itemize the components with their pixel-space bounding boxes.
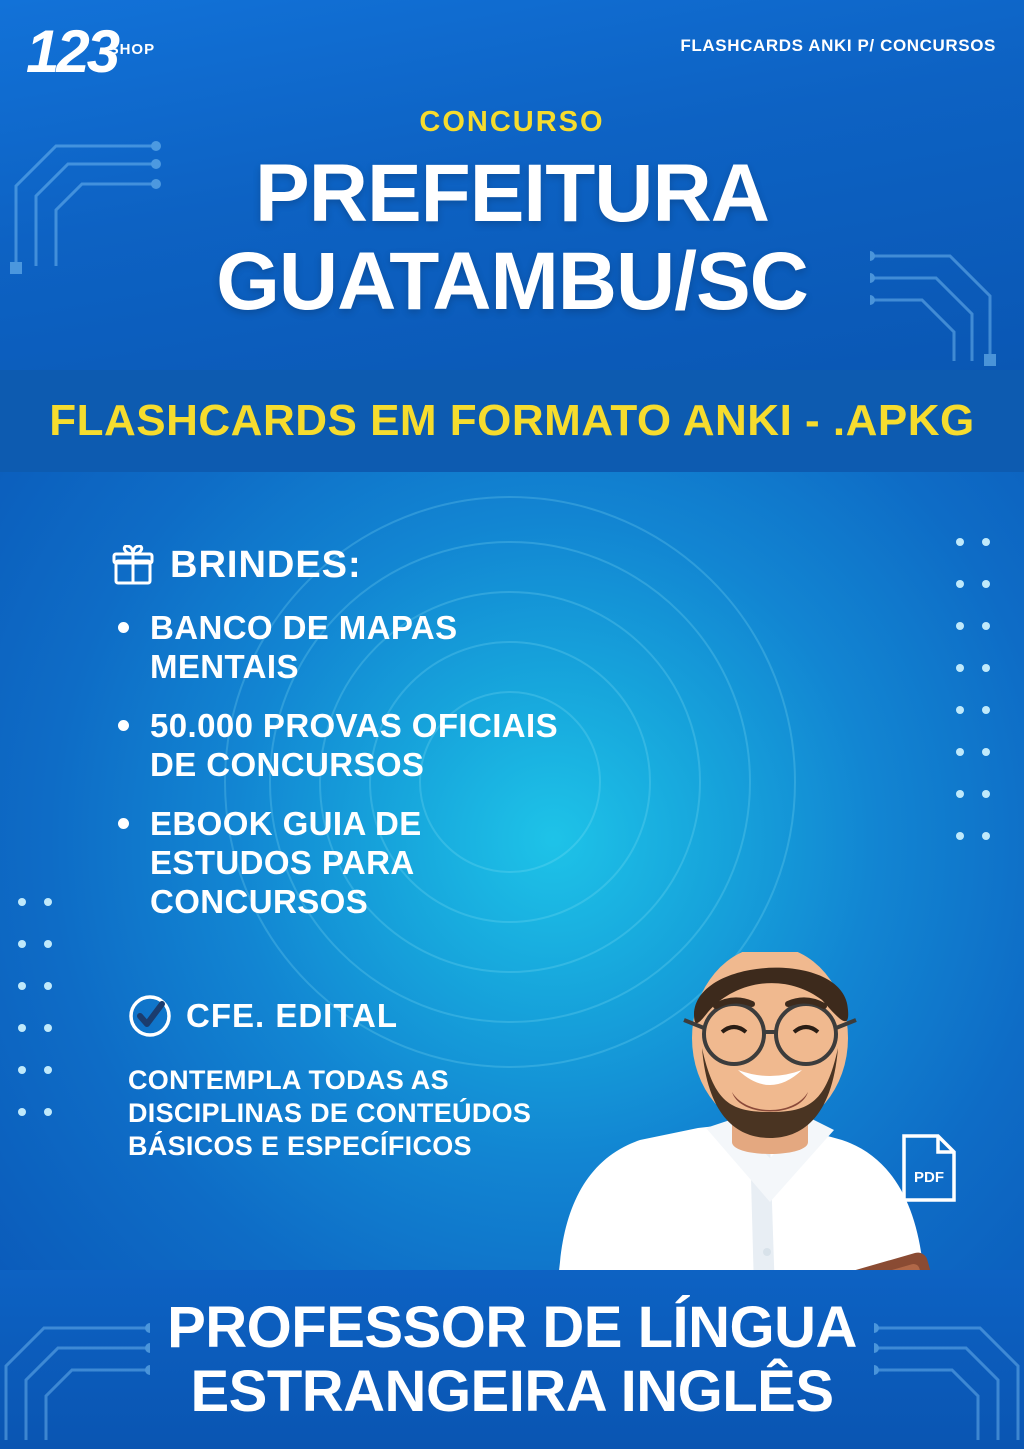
edital-subtitle: CONTEMPLA TODAS AS DISCIPLINAS DE CONTEÚDOS BÁSICOS E ESPECÍFICOS	[128, 1065, 532, 1161]
footer-section	[0, 1270, 1024, 1449]
edital-title: CFE. EDITAL	[186, 997, 399, 1034]
dot-grid-decoration	[952, 532, 1002, 952]
header-section	[0, 0, 1024, 370]
dot-grid-decoration	[14, 892, 64, 1152]
list-item: BANCO DE MAPAS MENTAIS	[110, 608, 580, 686]
role-title	[0, 1296, 1024, 1424]
brand-logo-text: 123	[26, 18, 118, 85]
check-circle-icon	[128, 994, 172, 1038]
role-title-line1: PROFESSOR DE LÍNGUA	[167, 1295, 857, 1360]
list-item: EBOOK GUIA DE ESTUDOS PARA CONCURSOS	[110, 804, 580, 921]
brand-logo[interactable]	[26, 18, 156, 85]
kicker-label: CONCURSO	[419, 106, 605, 138]
page-title	[0, 150, 1024, 326]
gift-icon	[112, 545, 154, 587]
page-title-line2: GUATAMBU/SC	[216, 236, 808, 327]
pdf-file-icon	[900, 1132, 958, 1204]
pdf-badge-label: PDF	[914, 1169, 944, 1186]
anki-format-band	[0, 370, 1024, 472]
list-item: 50.000 PROVAS OFICIAIS DE CONCURSOS	[110, 706, 580, 784]
edital-header	[128, 994, 398, 1038]
role-title-line2: ESTRANGEIRA INGLÊS	[190, 1359, 834, 1424]
brand-logo-sub: SHOP	[108, 41, 156, 58]
page-title-line1: PREFEITURA	[255, 148, 769, 239]
gifts-title: BRINDES:	[170, 544, 362, 586]
gifts-header	[112, 544, 362, 587]
gifts-list	[110, 608, 580, 941]
top-right-label: FLASHCARDS ANKI P/ CONCURSOS	[680, 36, 996, 55]
main-content	[0, 472, 1024, 1270]
anki-format-text: FLASHCARDS EM FORMATO ANKI - .APKG	[49, 396, 975, 445]
